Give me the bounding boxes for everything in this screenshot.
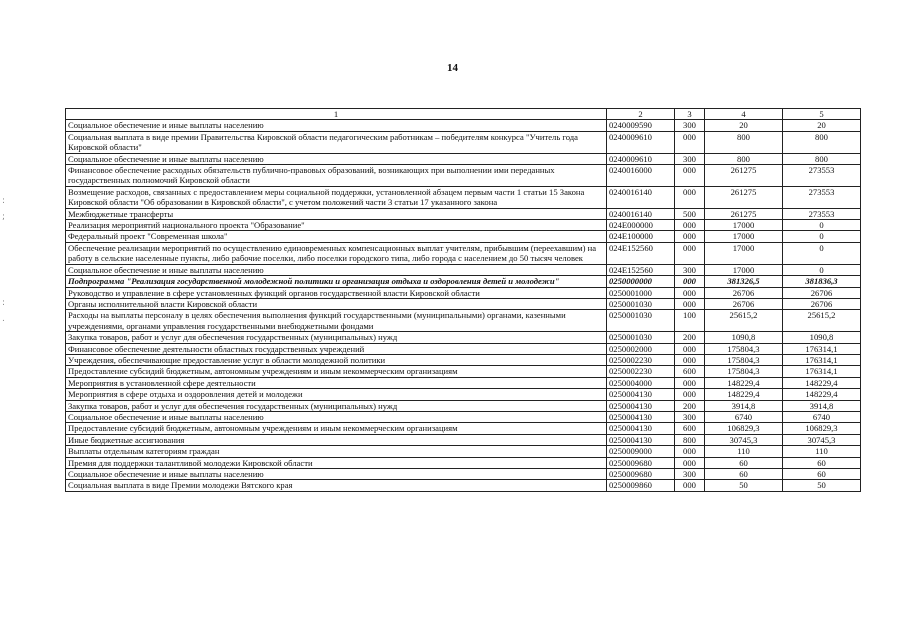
table-row xyxy=(66,165,861,187)
scan-margin-mark: : xyxy=(2,196,6,206)
row-value-2020-cell: 17000 xyxy=(705,242,783,264)
row-code-cell: 024E152560 xyxy=(607,242,675,264)
table-row xyxy=(66,469,861,480)
table-row xyxy=(66,423,861,434)
table-row xyxy=(66,208,861,219)
row-code-cell: 0240016140 xyxy=(607,186,675,208)
row-value-2021-cell: 273553 xyxy=(783,208,861,219)
row-value-2020-cell: 26706 xyxy=(705,287,783,298)
row-kind-cell: 000 xyxy=(675,165,705,187)
row-code-cell: 0250000000 xyxy=(607,276,675,287)
row-code-cell: 0250001030 xyxy=(607,332,675,343)
row-value-2021-cell: 0 xyxy=(783,220,861,231)
scan-margin-mark: . xyxy=(2,314,5,324)
row-value-2021-cell: 30745,3 xyxy=(783,434,861,445)
table-row xyxy=(66,131,861,153)
row-value-2020-cell: 800 xyxy=(705,131,783,153)
row-value-2020-cell: 261275 xyxy=(705,186,783,208)
row-value-2020-cell: 17000 xyxy=(705,231,783,242)
row-code-cell: 0250001000 xyxy=(607,287,675,298)
row-value-2021-cell: 0 xyxy=(783,242,861,264)
row-kind-cell: 000 xyxy=(675,343,705,354)
row-value-2020-cell: 25615,2 xyxy=(705,310,783,332)
row-kind-cell: 100 xyxy=(675,310,705,332)
row-code-cell: 0250009860 xyxy=(607,480,675,491)
row-kind-cell: 000 xyxy=(675,287,705,298)
row-code-cell: 0250009680 xyxy=(607,457,675,468)
table-row xyxy=(66,343,861,354)
row-value-2020-cell: 1090,8 xyxy=(705,332,783,343)
row-name-cell: Социальное обеспечение и иные выплаты населению xyxy=(66,411,607,422)
row-value-2021-cell: 176314,1 xyxy=(783,354,861,365)
table-row xyxy=(66,153,861,164)
row-code-cell: 0250004130 xyxy=(607,389,675,400)
row-value-2021-cell: 3914,8 xyxy=(783,400,861,411)
row-kind-cell: 000 xyxy=(675,242,705,264)
row-code-cell: 0240009610 xyxy=(607,153,675,164)
row-kind-cell: 000 xyxy=(675,446,705,457)
header-cell: 5 xyxy=(783,109,861,120)
table-header-row xyxy=(66,109,861,120)
row-kind-cell: 200 xyxy=(675,332,705,343)
table-row xyxy=(66,287,861,298)
row-name-cell: Выплаты отдельным категориям граждан xyxy=(66,446,607,457)
row-kind-cell: 300 xyxy=(675,264,705,275)
row-value-2021-cell: 273553 xyxy=(783,186,861,208)
table-row xyxy=(66,120,861,131)
row-value-2020-cell: 6740 xyxy=(705,411,783,422)
row-value-2020-cell: 20 xyxy=(705,120,783,131)
row-value-2020-cell: 3914,8 xyxy=(705,400,783,411)
row-value-2021-cell: 20 xyxy=(783,120,861,131)
row-name-cell: Руководство и управление в сфере установленных функций органов государственной власти Кировской области xyxy=(66,287,607,298)
row-name-cell: Финансовое обеспечение деятельности областных государственных учреждений xyxy=(66,343,607,354)
row-value-2021-cell: 26706 xyxy=(783,287,861,298)
row-code-cell: 0250001030 xyxy=(607,298,675,309)
row-code-cell: 024E100000 xyxy=(607,231,675,242)
row-value-2021-cell: 176314,1 xyxy=(783,366,861,377)
row-kind-cell: 500 xyxy=(675,208,705,219)
table-row xyxy=(66,457,861,468)
row-value-2021-cell: 60 xyxy=(783,469,861,480)
row-kind-cell: 600 xyxy=(675,423,705,434)
row-kind-cell: 200 xyxy=(675,400,705,411)
row-value-2021-cell: 0 xyxy=(783,264,861,275)
table-row xyxy=(66,354,861,365)
row-value-2021-cell: 148229,4 xyxy=(783,389,861,400)
row-value-2021-cell: 106829,3 xyxy=(783,423,861,434)
row-kind-cell: 000 xyxy=(675,186,705,208)
table-row xyxy=(66,298,861,309)
page-number: 14 xyxy=(447,62,458,74)
row-value-2021-cell: 1090,8 xyxy=(783,332,861,343)
row-name-cell: Органы исполнительной власти Кировской области xyxy=(66,298,607,309)
row-value-2021-cell: 25615,2 xyxy=(783,310,861,332)
row-value-2021-cell: 148229,4 xyxy=(783,377,861,388)
row-kind-cell: 300 xyxy=(675,411,705,422)
row-name-cell: Мероприятия в установленной сфере деятельности xyxy=(66,377,607,388)
table-row xyxy=(66,264,861,275)
row-name-cell: Реализация мероприятий национального проекта "Образование" xyxy=(66,220,607,231)
row-kind-cell: 000 xyxy=(675,131,705,153)
row-code-cell: 0250004130 xyxy=(607,423,675,434)
table-row xyxy=(66,377,861,388)
table-row xyxy=(66,220,861,231)
row-value-2021-cell: 6740 xyxy=(783,411,861,422)
row-kind-cell: 300 xyxy=(675,120,705,131)
row-name-cell: Иные бюджетные ассигнования xyxy=(66,434,607,445)
row-name-cell: Предоставление субсидий бюджетным, автономным учреждениям и иным некоммерческим организациям xyxy=(66,423,607,434)
header-cell: 1 xyxy=(66,109,607,120)
row-value-2021-cell: 110 xyxy=(783,446,861,457)
row-value-2020-cell: 175804,3 xyxy=(705,354,783,365)
row-code-cell: 0250009680 xyxy=(607,469,675,480)
row-value-2020-cell: 148229,4 xyxy=(705,389,783,400)
table-row xyxy=(66,332,861,343)
row-name-cell: Финансовое обеспечение расходных обязательств публично-правовых образований, возникающих при выполнении ими переданных государственных полномочий Кировской области xyxy=(66,165,607,187)
scan-margin-mark: : xyxy=(2,298,6,308)
table-row xyxy=(66,446,861,457)
scan-margin-mark: ; xyxy=(2,212,6,222)
row-kind-cell: 000 xyxy=(675,457,705,468)
row-value-2020-cell: 30745,3 xyxy=(705,434,783,445)
row-value-2020-cell: 60 xyxy=(705,457,783,468)
row-kind-cell: 000 xyxy=(675,276,705,287)
header-cell: 2 xyxy=(607,109,675,120)
row-code-cell: 0250004130 xyxy=(607,411,675,422)
row-name-cell: Премия для поддержки талантливой молодежи Кировской области xyxy=(66,457,607,468)
row-value-2021-cell: 800 xyxy=(783,153,861,164)
row-kind-cell: 000 xyxy=(675,389,705,400)
row-name-cell: Закупка товаров, работ и услуг для обеспечения государственных (муниципальных) нужд xyxy=(66,332,607,343)
row-value-2020-cell: 175804,3 xyxy=(705,343,783,354)
row-value-2021-cell: 60 xyxy=(783,457,861,468)
row-value-2021-cell: 176314,1 xyxy=(783,343,861,354)
row-name-cell: Обеспечение реализации мероприятий по осуществлению единовременных компенсационных выплат учителям, прибывшим (переехавшим) на работу в сельские населенные пункты, либо рабочие поселки, либо поселки городского типа, либо города с населением до 50 тысяч человек xyxy=(66,242,607,264)
header-cell: 3 xyxy=(675,109,705,120)
row-name-cell: Социальное обеспечение и иные выплаты населению xyxy=(66,264,607,275)
row-value-2020-cell: 261275 xyxy=(705,208,783,219)
row-value-2020-cell: 261275 xyxy=(705,165,783,187)
row-value-2020-cell: 110 xyxy=(705,446,783,457)
table-row xyxy=(66,276,861,287)
row-kind-cell: 000 xyxy=(675,220,705,231)
row-value-2020-cell: 175804,3 xyxy=(705,366,783,377)
table-row xyxy=(66,480,861,491)
row-code-cell: 024E152560 xyxy=(607,264,675,275)
row-code-cell: 0250004130 xyxy=(607,400,675,411)
row-code-cell: 0250002000 xyxy=(607,343,675,354)
row-name-cell: Расходы на выплаты персоналу в целях обеспечения выполнения функций государственными (муниципальными) органами, казенными учреждениями, органами управления государственными внебюджетными фондами xyxy=(66,310,607,332)
table-row xyxy=(66,434,861,445)
row-value-2021-cell: 50 xyxy=(783,480,861,491)
budget-table xyxy=(65,108,861,492)
row-value-2020-cell: 381326,5 xyxy=(705,276,783,287)
row-name-cell: Закупка товаров, работ и услуг для обеспечения государственных (муниципальных) нужд xyxy=(66,400,607,411)
row-code-cell: 0250004000 xyxy=(607,377,675,388)
row-name-cell: Социальное обеспечение и иные выплаты населению xyxy=(66,120,607,131)
row-name-cell: Федеральный проект "Современная школа" xyxy=(66,231,607,242)
row-value-2020-cell: 800 xyxy=(705,153,783,164)
row-name-cell: Возмещение расходов, связанных с предоставлением меры социальной поддержки, установленной абзацем первым части 1 статьи 15 Закона Кировской области "Об образовании в Кировской области", с учетом положений части 3 статьи 17 указанного закона xyxy=(66,186,607,208)
row-name-cell: Учреждения, обеспечивающие предоставление услуг в области молодежной политики xyxy=(66,354,607,365)
table-row xyxy=(66,400,861,411)
table-row xyxy=(66,231,861,242)
row-code-cell: 0250009000 xyxy=(607,446,675,457)
row-value-2020-cell: 106829,3 xyxy=(705,423,783,434)
table-row xyxy=(66,242,861,264)
row-name-cell: Социальное обеспечение и иные выплаты населению xyxy=(66,469,607,480)
row-kind-cell: 300 xyxy=(675,469,705,480)
row-value-2021-cell: 0 xyxy=(783,231,861,242)
row-value-2020-cell: 60 xyxy=(705,469,783,480)
row-name-cell: Межбюджетные трансферты xyxy=(66,208,607,219)
row-value-2020-cell: 148229,4 xyxy=(705,377,783,388)
table-row xyxy=(66,310,861,332)
row-code-cell: 024E000000 xyxy=(607,220,675,231)
row-value-2020-cell: 17000 xyxy=(705,220,783,231)
row-value-2020-cell: 50 xyxy=(705,480,783,491)
row-code-cell: 0240016000 xyxy=(607,165,675,187)
row-name-cell: Подпрограмма "Реализация государственной молодежной политики и организация отдыха и оздоровления детей и молодежи" xyxy=(66,276,607,287)
row-value-2021-cell: 381836,3 xyxy=(783,276,861,287)
table-row xyxy=(66,366,861,377)
row-kind-cell: 800 xyxy=(675,434,705,445)
row-kind-cell: 000 xyxy=(675,480,705,491)
row-kind-cell: 000 xyxy=(675,354,705,365)
row-value-2020-cell: 26706 xyxy=(705,298,783,309)
row-name-cell: Социальная выплата в виде премии Правительства Кировской области педагогическим работникам – победителям конкурса "Учитель года Кировской области" xyxy=(66,131,607,153)
table-row xyxy=(66,411,861,422)
row-kind-cell: 000 xyxy=(675,298,705,309)
row-code-cell: 0250001030 xyxy=(607,310,675,332)
row-code-cell: 0250002230 xyxy=(607,366,675,377)
row-code-cell: 0250002230 xyxy=(607,354,675,365)
row-name-cell: Мероприятия в сфере отдыха и оздоровления детей и молодежи xyxy=(66,389,607,400)
row-name-cell: Социальная выплата в виде Премии молодежи Вятского края xyxy=(66,480,607,491)
row-kind-cell: 300 xyxy=(675,153,705,164)
row-value-2021-cell: 26706 xyxy=(783,298,861,309)
row-value-2021-cell: 800 xyxy=(783,131,861,153)
row-code-cell: 0250004130 xyxy=(607,434,675,445)
row-name-cell: Социальное обеспечение и иные выплаты населению xyxy=(66,153,607,164)
row-code-cell: 0240009610 xyxy=(607,131,675,153)
row-code-cell: 0240009590 xyxy=(607,120,675,131)
row-code-cell: 0240016140 xyxy=(607,208,675,219)
row-kind-cell: 000 xyxy=(675,377,705,388)
row-kind-cell: 600 xyxy=(675,366,705,377)
row-value-2020-cell: 17000 xyxy=(705,264,783,275)
table-row xyxy=(66,186,861,208)
header-cell: 4 xyxy=(705,109,783,120)
row-value-2021-cell: 273553 xyxy=(783,165,861,187)
row-name-cell: Предоставление субсидий бюджетным, автономным учреждениям и иным некоммерческим организациям xyxy=(66,366,607,377)
table-row xyxy=(66,389,861,400)
row-kind-cell: 000 xyxy=(675,231,705,242)
